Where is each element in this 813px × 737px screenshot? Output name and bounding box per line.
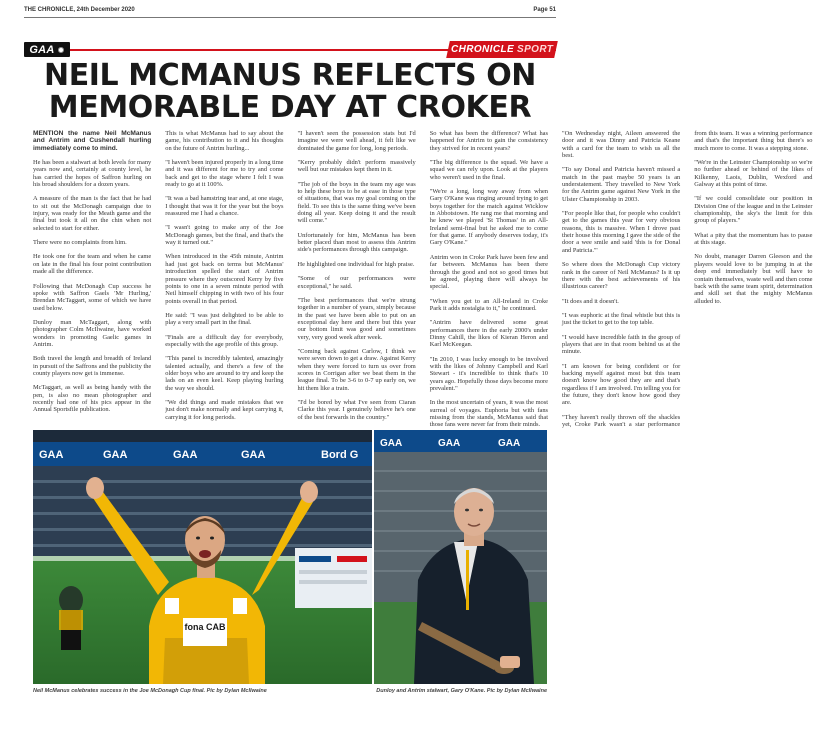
hoarding-bord: Bord G xyxy=(321,449,359,461)
article-paragraph: "If we could consolidate our position in Division One of the league and in the Leinster championship, the sky's the limit for this group of players." xyxy=(694,195,813,225)
page-header xyxy=(24,7,556,17)
article-paragraph: "I wasn't going to make any of the Joe McDonagh games, but the final, and that's the way it turned out." xyxy=(165,224,284,247)
article-paragraph: "On Wednesday night, Aileen answered the door and it was Dinny and Patricia Keane with a card for the team to wish us all the best. xyxy=(562,130,681,160)
header-rule xyxy=(24,17,556,18)
article-paragraph: "The big difference is the squad. We have a squad we can rely upon. Look at the players who weren't used in the final. xyxy=(429,159,548,181)
article-body xyxy=(33,130,813,430)
hoarding-right-3: GAA xyxy=(498,438,521,449)
article-paragraph: So where does the McDonagh Cup victory rank in the career of Neil McManus? Is it up there with the best achievements of his illustrious career? xyxy=(562,261,681,291)
section-banner xyxy=(24,41,556,58)
hoarding-gaa-4: GAA xyxy=(241,449,266,461)
article-paragraph: He highlighted one individual for high praise. xyxy=(297,260,415,268)
article-paragraph: "It does and it doesn't. xyxy=(562,297,619,305)
article-paragraph: "I haven't seen the possession stats but I'd imagine we were well ahead, it felt like we dominated the game for long, long periods. xyxy=(297,130,416,152)
article-paragraph: "We're in the Leinster Championship so we're no further ahead or behind of the likes of Kilkenny, Laois, Dublin, Wexford and Galway at this point of time. xyxy=(694,159,813,189)
headline-line-1: NEIL MCMANUS REFLECTS ON xyxy=(43,58,537,93)
sliotar-icon xyxy=(57,46,65,54)
gaa-logo xyxy=(24,42,70,57)
article-paragraph: "Finals are a difficult day for everybody, especially with the age profile of this group. xyxy=(165,333,284,348)
article-paragraph: "Antrim have delivered some great performances there in the early 2000's under Dinny Cahill, the likes of Kieran Heron and Karl McKeegan. xyxy=(429,319,548,349)
article-paragraph: "They haven't really thrown off the shackles yet, Croke Park wasn't a star performance from this team. It was a winning performance and that's the important thing but there's so much more to come. It was a stepping stone. xyxy=(562,130,813,428)
photo-gary-okane xyxy=(374,430,547,684)
article-paragraph: "I am known for being confident or for backing myself against most but this team doesn't know how good they are and that's regardless if I am involved. I'm telling you for the future, they don't know how good they are. xyxy=(562,362,681,407)
article-paragraph: "I'd be bored by what I've seen from Ciaran Clarke this year. I genuinely believe he's one of the best forwards in the country." xyxy=(297,398,416,421)
header-publication-date: THE CHRONICLE, 24th December 2020 xyxy=(24,7,135,13)
article-paragraph: "To say Donal and Patricia haven't missed a match in the past maybe 50 years is an understatement. They travelled to New York for the Antrim game against New York in the Ulster Championship in 2003. xyxy=(562,166,681,203)
article-paragraph: Unfortunately for him, McManus has been better placed than most to assess this Antrim side's performances through this campaign. xyxy=(297,231,416,254)
article-paragraph: "Some of our performances were exceptional," he said. xyxy=(297,275,416,290)
hoarding-right-2: GAA xyxy=(438,438,461,449)
article-paragraph: McTaggart, as well as being handy with the pen, is also no mean photographer and recently had one of his pics appear in the Annual Sportsfile publication. xyxy=(33,384,152,414)
article-paragraph: Antrim won in Croke Park have been few and far between. McManus has been there through the good and not so good times but he agreed, playing there will always be special. xyxy=(429,253,548,291)
article-paragraph: This is what McManus had to say about the game, his contribution to it and his thoughts on the future of Antrim hurling... xyxy=(165,130,284,152)
article-paragraph: "This panel is incredibly talented, amazingly talented actually, and there's a few of the older boys who are around to try and keep the lads on an even keel. Keep playing hurling the way we should. xyxy=(165,355,284,392)
article-paragraph: So what has been the difference? What has happened for Antrim to gain the consistency they strived for in recent years? xyxy=(429,130,548,152)
article-paragraph: "The best performances that we're strung together in a number of years, simply because in the past we have been able to put on an exceptional day here and there but this year our bottom limit was good and sometimes very, very good week after week. xyxy=(297,296,416,341)
article-paragraph: "I would have incredible faith in the group of players that are in that room behind us at the minute. xyxy=(562,333,681,356)
article-paragraph: No doubt, manager Darren Gleeson and the players would love to be jumping in at the deep end immediately but will have to contain themselves, waste well and then come back with the same team spirit, determination and skill set that the mighty McManus alluded to. xyxy=(694,253,813,305)
article-paragraph: In the most uncertain of years, it was the most surreal of voyages. Euphoria but with fans missing from the stands, McManus said that those fans were never far from their minds. xyxy=(429,399,548,429)
hoarding-right-1: GAA xyxy=(380,438,403,449)
chronicle-sport-logo xyxy=(446,41,558,58)
article-paragraph: "It was a bad hamstring tear and, at one stage, I thought that was it for the year but the boys reassured me I had a chance. xyxy=(165,195,284,218)
article-paragraph: He has been a stalwart at both levels for many years now and, certainly at county level, he has carried the hopes of Saffron hurling on his broad shoulders for a dozen years. xyxy=(33,159,152,189)
caption-main-photo: Neil McManus celebrates success in the Joe McDonagh Cup final. Pic by Dylan McIlwaine xyxy=(33,688,267,694)
gaa-logo-text: GAA xyxy=(29,43,55,56)
article-paragraph: Following that McDonagh Cup success he spoke with Saffron Gaels 'Mr Hurling,' Brendan McTaggart, some of which we have used below. xyxy=(33,282,152,312)
article-paragraph: He took one for the team and when he came on late in the final his four point contribution made all the difference. xyxy=(33,253,152,276)
article-paragraph: "Coming back against Carlow, I think we were seven down to get a draw. Against Kerry when they were forced to turn us over from scores in Corrigan after we beat them in the league final. To be 3-6 to 0-7 up early on, we hit them like a train. xyxy=(297,347,416,392)
article-paragraph: What a pity that the momentum has to pause at this stage. xyxy=(694,231,813,247)
photo-portrait-illustration xyxy=(374,430,547,684)
article-paragraph: Dunloy man McTaggart, along with photographer Colm McIlwaine, have worked wonders in promoting Gaelic games in Antrim. xyxy=(33,318,152,348)
caption-right-photo: Dunloy and Antrim stalwart, Gary O'Kane. Pic by Dylan McIlwaine xyxy=(376,688,547,694)
headline-line-2: MEMORABLE DAY AT CROKER xyxy=(48,90,532,125)
header-page-number: Page 51 xyxy=(533,7,556,13)
photo-celebration-illustration xyxy=(33,430,372,684)
article-paragraph: A measure of the man is the fact that he had to sit out the McDonagh campaign due to injury, was ready for the Meath game and the final but took it all on the chin when not selected to start for either. xyxy=(33,195,152,232)
article-headline xyxy=(24,60,556,124)
article-paragraph: "I haven't been injured properly in a long time and it was different for me to try and come back and get to the stage where I felt I was ready to go at it 100%. xyxy=(165,159,284,189)
photo-neil-mcmanus xyxy=(33,430,372,684)
article-paragraph: There were no complaints from him. xyxy=(33,239,127,247)
article-paragraph: When introduced in the 45th minute, Antrim had just got back on terms but McManus' introduction spelled the start of Antrim pressure where they outscored Kerry by five points to one in a seven minute period with Neil himself chipping in with two of his four points overall in that period. xyxy=(165,253,284,305)
article-paragraph: "When you get to an All-Ireland in Croke Park it adds nostalgia to it," he continued. xyxy=(429,297,548,312)
article-lead: MENTION the name Neil McManus and Antrim and Cushendall hurling immediately come to mind. xyxy=(33,130,152,152)
article-paragraph: "In 2010, I was lucky enough to be involved with the likes of Johnny Campbell and Karl Stewart - it's incredible to think that's 10 years ago. Hopefully those days become more prevalent." xyxy=(429,355,548,392)
article-paragraph: "The job of the boys in the team my age was to help these boys to be at ease in those type of situations, that was my goal coming on the field. To see this is the same thing we've been doing all year. Keep doing it and the result will come." xyxy=(297,180,416,225)
section-name: CHRONICLE xyxy=(450,44,514,55)
hoarding-gaa-1: GAA xyxy=(39,449,64,461)
article-paragraph: "We did things and made mistakes that we just don't make normally and kept carrying it, carrying it for long periods. xyxy=(165,398,284,421)
article-paragraph: "For people like that, for people who couldn't get to the games this year for very obvious reasons, this is massive. When I drove past their house this morning I gave the side of the door a wee smile and said 'this is for Donal and Patricia.'" xyxy=(562,210,681,254)
article-paragraph: He said: "I was just delighted to be able to play a very small part in the final. xyxy=(165,311,284,327)
hoarding-gaa-2: GAA xyxy=(103,449,128,461)
article-paragraph: "We're a long, long way away from when Gary O'Kane was ringing around trying to get boys together for the match against Wicklow in Abbotstown. He rang me that morning and he knew we played 'St Thomas' in an All-Ireland semi-final but he asked me to come for that game. If anybody deserves today, it's Gary O'Kane." xyxy=(429,188,548,247)
section-subname: SPORT xyxy=(516,44,554,55)
article-paragraph: "I was euphoric at the final whistle but this is just the ticket to get to the top table. xyxy=(562,311,681,327)
article-paragraph: "Kerry probably didn't perform massively well but our mistakes kept them in it. xyxy=(297,159,416,174)
jersey-sponsor: fona CAB xyxy=(184,622,226,632)
article-paragraph: Both travel the length and breadth of Ireland in pursuit of the Saffrons and the publicity the county players now get is immense. xyxy=(33,355,152,377)
hoarding-gaa-3: GAA xyxy=(173,449,198,461)
